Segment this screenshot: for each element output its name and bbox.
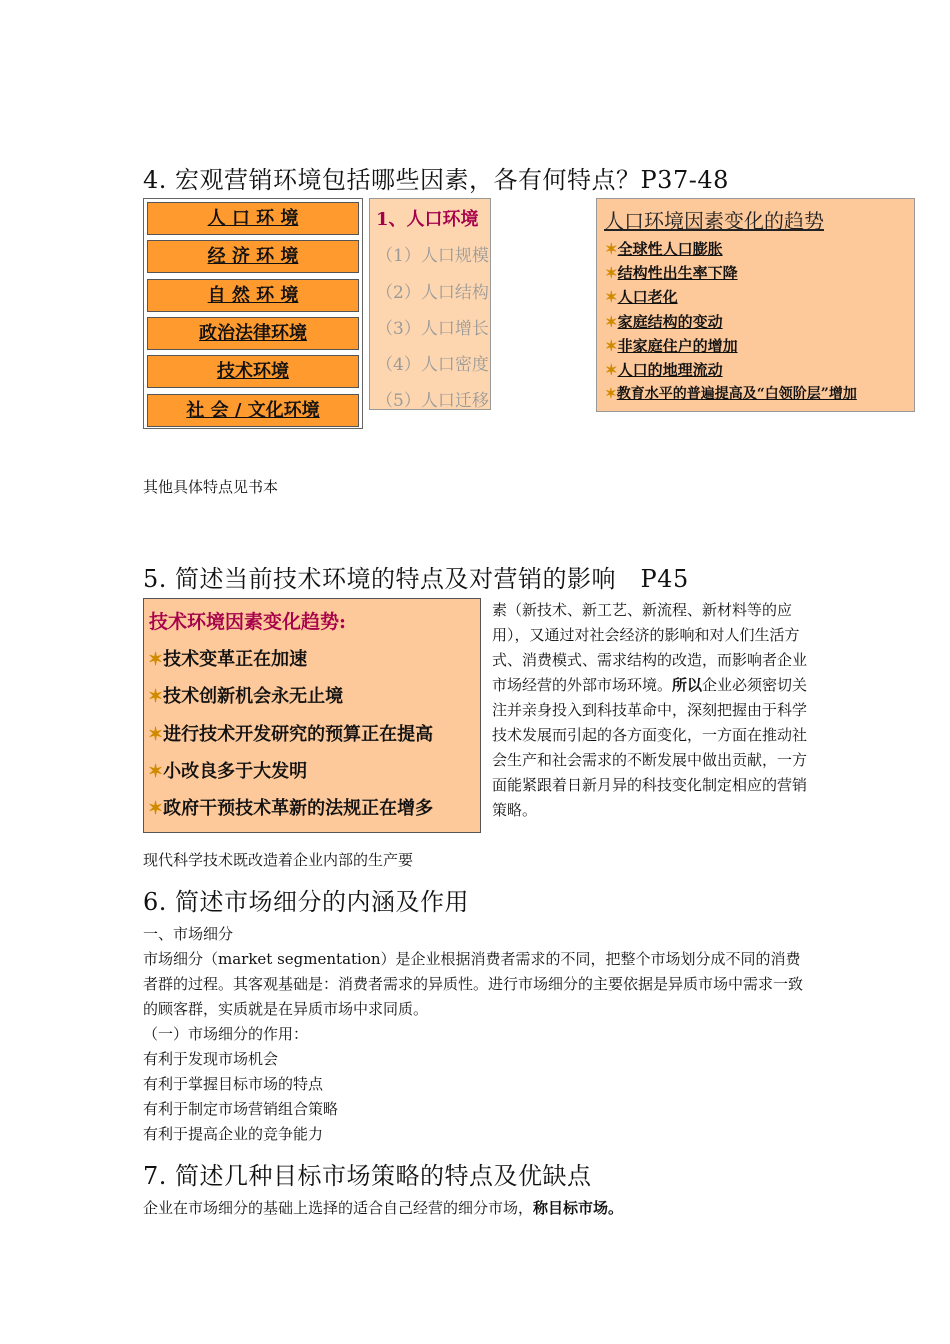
population-item: （1）人口规模	[376, 246, 489, 266]
trend-item: ✶教育水平的普遍提高及“白领阶层”增加	[605, 386, 857, 402]
star-icon: ✶	[148, 761, 164, 782]
paragraph: 市场细分（market segmentation）是企业根据消费者需求的不同，把整个市场划分成不同的消费者群的过程。其客观基础是：消费者需求的异质性。进行市场细分的主要依据是异质市场中需求一致的顾客群，实质就是在异质市场中求同质。	[143, 950, 804, 1018]
population-item: （3）人口增长	[376, 319, 489, 339]
trend-item: ✶全球性人口膨胀	[605, 240, 723, 258]
list-item: 有利于制定市场营销组合策略	[143, 1100, 339, 1118]
star-icon: ✶	[605, 361, 618, 379]
population-item: （5）人口迁移	[376, 391, 489, 411]
trend-item: ✶人口老化	[605, 288, 678, 306]
star-icon: ✶	[148, 649, 164, 670]
technology-trend-box	[143, 598, 481, 833]
env-item-politics-law: 政治法律环境	[147, 317, 359, 350]
subheading: 一、市场细分	[143, 925, 234, 943]
population-trend-box	[596, 198, 915, 412]
env-item-society-culture: 社 会 / 文化环境	[147, 394, 359, 427]
section6-body	[143, 922, 813, 1147]
tech-item: ✶政府干预技术革新的法规正在增多	[148, 798, 434, 819]
star-icon: ✶	[605, 337, 618, 355]
trend-item: ✶家庭结构的变动	[605, 313, 723, 331]
population-environment-box	[369, 198, 491, 410]
env-item-economy: 经 济 环 境	[147, 240, 359, 273]
star-icon: ✶	[148, 686, 164, 707]
trend-box-title: 人口环境因素变化的趋势	[604, 209, 824, 233]
star-icon: ✶	[605, 313, 618, 331]
star-icon: ✶	[605, 264, 618, 282]
star-icon: ✶	[148, 798, 164, 819]
section5-heading: 5. 简述当前技术环境的特点及对营销的影响 P45	[143, 565, 689, 593]
tech-paragraph-lead: 现代科学技术既改造着企业内部的生产要	[143, 851, 414, 869]
list-item: 有利于提高企业的竞争能力	[143, 1125, 324, 1143]
env-item-population: 人 口 环 境	[147, 202, 359, 235]
list-item: 有利于掌握目标市场的特点	[143, 1075, 324, 1093]
section7-paragraph: 企业在市场细分的基础上选择的适合自己经营的细分市场，称目标市场。	[143, 1199, 624, 1217]
tech-item: ✶技术创新机会永无止境	[148, 686, 344, 707]
tech-item: ✶技术变革正在加速	[148, 649, 308, 670]
macro-environment-factors-box	[143, 198, 363, 429]
section4-heading: 4. 宏观营销环境包括哪些因素，各有何特点？P37-48	[143, 166, 729, 194]
subheading: （一）市场细分的作用：	[143, 1025, 309, 1043]
star-icon: ✶	[605, 386, 617, 402]
population-item: （4）人口密度	[376, 355, 489, 375]
trend-item: ✶非家庭住户的增加	[605, 337, 738, 355]
tech-item: ✶进行技术开发研究的预算正在提高	[148, 724, 434, 745]
env-item-nature: 自 然 环 境	[147, 279, 359, 312]
population-box-title: 1、人口环境	[376, 209, 479, 230]
section6-heading: 6. 简述市场细分的内涵及作用	[143, 888, 470, 916]
trend-item: ✶人口的地理流动	[605, 361, 723, 379]
star-icon: ✶	[605, 288, 618, 306]
tech-item: ✶小改良多于大发明	[148, 761, 308, 782]
section4-note: 其他具体特点见书本	[143, 478, 279, 496]
population-item: （2）人口结构	[376, 283, 489, 303]
tech-impact-paragraph: 素（新技术、新工艺、新流程、新材料等的应用），又通过对社会经济的影响和对人们生活方式、消费模式、需求结构的改造，而影响者企业市场经营的外部市场环境。所以企业必须密切关注并亲身投入到科技革命中，深刻把握由于科学技术发展而引起的各方面变化，一方面在推动社会生产和社会需求的不断发展中做出贡献，一方面能紧跟着日新月异的科技变化制定相应的营销策略。	[492, 601, 808, 819]
section7-heading: 7. 简述几种目标市场策略的特点及优缺点	[143, 1162, 592, 1190]
list-item: 有利于发现市场机会	[143, 1050, 279, 1068]
trend-item: ✶结构性出生率下降	[605, 264, 738, 282]
star-icon: ✶	[148, 724, 164, 745]
star-icon: ✶	[605, 240, 618, 258]
env-item-technology: 技术环境	[147, 355, 359, 388]
tech-box-title: 技术环境因素变化趋势:	[149, 611, 347, 633]
